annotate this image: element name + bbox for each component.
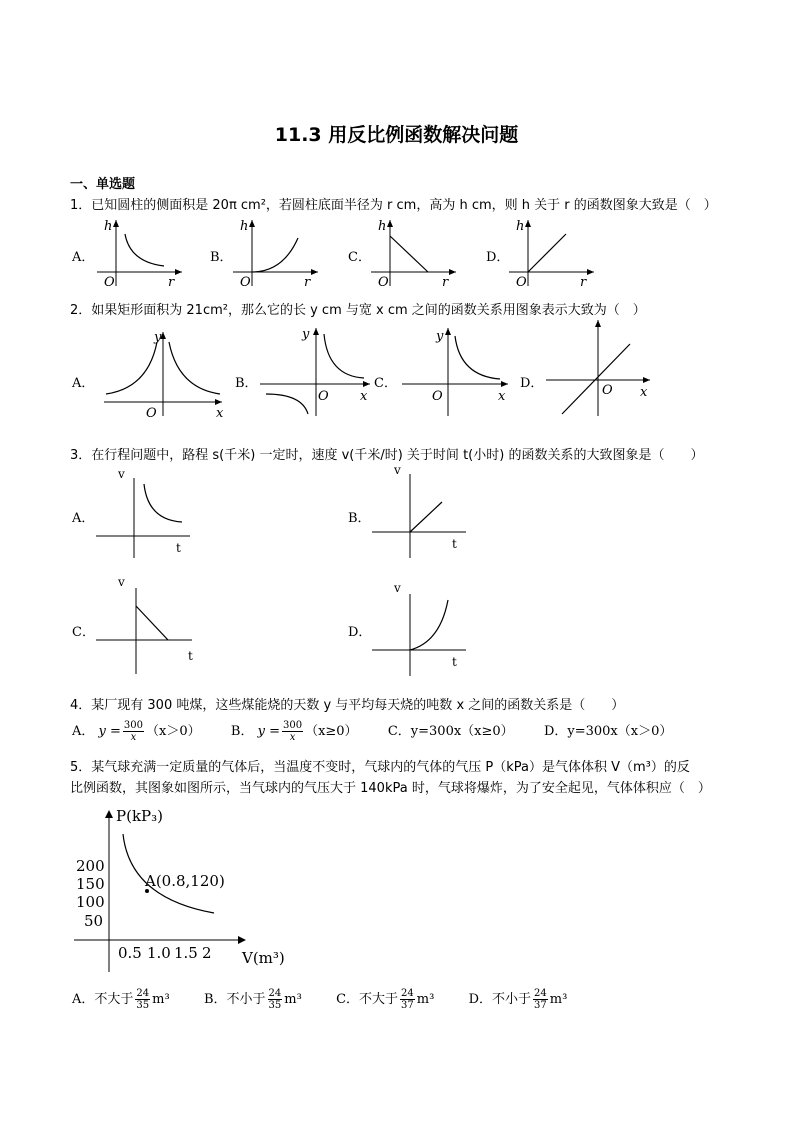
origin-label: O (104, 275, 115, 290)
xtick-1.0: 1.0 (147, 944, 171, 962)
q2-option-c-graph[interactable] (398, 322, 513, 418)
q4-option-c[interactable]: C．y=300x（x≥0） (387, 724, 514, 739)
q1-option-b-label: B． (210, 250, 233, 265)
v-axis-label: V(m³) (242, 949, 285, 967)
q1-option-b-graph[interactable] (228, 214, 323, 290)
q2-option-a-label: A． (72, 376, 95, 391)
q3-option-c-graph[interactable] (94, 572, 204, 678)
x-arrow (175, 269, 182, 275)
svg-text:x: x (640, 385, 648, 400)
question-3-stem: 3．在行程问题中，路程 s(千米) 一定时，速度 v(千米/时) 关于时间 t(小时) 的函数关系的大致图象是（ ） (70, 448, 704, 463)
curve-left (106, 342, 157, 394)
q2-option-a-graph[interactable] (98, 322, 228, 418)
q5-option-b[interactable]: B．不小于 $\frac{24}{35}$ m³ (203, 988, 302, 1011)
svg-text:O: O (516, 275, 527, 290)
line (528, 234, 566, 272)
section-heading: 一、单选题 (70, 177, 136, 192)
q1-option-c-graph[interactable] (366, 214, 461, 290)
question-2-stem: 2．如果矩形面积为 21cm²，那么它的长 y cm 与宽 x cm 之间的函数关系用图象表示大致为（ ） (70, 303, 646, 318)
q1-option-c-label: C． (348, 250, 371, 265)
curve (252, 238, 298, 272)
q3-option-b-label: B． (348, 511, 371, 526)
svg-text:O: O (146, 406, 157, 418)
svg-text:v: v (394, 463, 401, 477)
q1-option-a-label: A． (72, 250, 95, 265)
q3-option-b-graph[interactable] (370, 460, 470, 560)
q1-option-a-graph[interactable] (92, 214, 187, 290)
svg-text:r: r (580, 275, 587, 290)
svg-text:t: t (452, 655, 457, 669)
q2-option-d-graph[interactable] (542, 314, 657, 418)
q3-option-a-graph[interactable] (94, 460, 194, 560)
question-5-stem-line2: 比例函数，其图象如图所示，当气球内的气压大于 140kPa 时，气球将爆炸，为了安全起见，气体体积应（ ） (70, 781, 711, 796)
svg-text:r: r (304, 275, 311, 290)
point-a-label: A(0.8,120) (145, 872, 225, 890)
q3-option-a-label: A． (72, 511, 95, 526)
q4-option-a[interactable]: A． y = $\frac{300}{x}$ （x＞0） (72, 720, 201, 743)
svg-text:O: O (318, 389, 329, 404)
curve (125, 234, 164, 266)
q5-option-a[interactable]: A．不大于 $\frac{24}{35}$ m³ (72, 988, 170, 1011)
curve-right (169, 342, 220, 394)
svg-text:t: t (176, 541, 181, 555)
q4-option-b[interactable]: B． y = $\frac{300}{x}$ （x≥0） (230, 720, 358, 743)
ytick-150: 150 (76, 875, 105, 893)
y-label: h (104, 219, 113, 234)
x-label: r (168, 275, 175, 290)
q3-option-d-graph[interactable] (370, 572, 470, 678)
line (390, 236, 428, 272)
svg-text:y: y (436, 329, 444, 344)
q4-options-row (72, 720, 672, 743)
page-title: 11.3 用反比例函数解决问题 (274, 124, 519, 146)
question-1-stem: 1．已知圆柱的侧面积是 20π cm²，若圆柱底面半径为 r cm，高为 h cm，则 h 关于 r 的函数图象大致是（ ） (70, 198, 717, 213)
svg-text:t: t (188, 649, 193, 663)
q5-option-d[interactable]: D．不小于 $\frac{24}{37}$ m³ (468, 988, 568, 1011)
q3-option-d-label: D． (348, 625, 372, 640)
svg-text:y: y (154, 330, 162, 345)
xtick-2: 2 (202, 944, 212, 962)
ytick-50: 50 (84, 912, 104, 930)
svg-text:O: O (432, 389, 443, 404)
svg-text:O: O (602, 383, 613, 398)
question-5-stem-line1: 5．某气球充满一定质量的气体后，当温度不变时，气球内的气体的气压 P（kPa）是气体体积 V（m³）的反 (70, 760, 690, 775)
xtick-0.5: 0.5 (118, 944, 142, 962)
xtick-1.5: 1.5 (174, 944, 198, 962)
svg-text:h: h (378, 219, 387, 234)
y-arrow (113, 220, 119, 227)
svg-text:h: h (516, 219, 525, 234)
ytick-100: 100 (76, 893, 105, 911)
svg-text:y: y (302, 327, 310, 342)
svg-text:h: h (240, 219, 249, 234)
q2-option-d-label: D． (520, 376, 544, 391)
svg-text:t: t (452, 537, 457, 551)
q3-option-c-label: C． (72, 625, 95, 640)
q5-option-c[interactable]: C．不大于 $\frac{24}{37}$ m³ (336, 988, 435, 1011)
q5-graph (66, 800, 296, 980)
q2-option-b-label: B． (235, 376, 258, 391)
q1-option-d-label: D． (486, 250, 510, 265)
svg-text:O: O (240, 275, 251, 290)
question-4-stem: 4．某厂现有 300 吨煤，这些煤能烧的天数 y 与平均每天烧的吨数 x 之间的函数关系是（ ） (70, 698, 625, 713)
p-axis-label: P(kP₃) (116, 807, 163, 825)
svg-text:x: x (360, 389, 368, 404)
svg-text:v: v (118, 575, 125, 589)
ytick-200: 200 (76, 857, 105, 875)
svg-text:x: x (216, 406, 224, 418)
q5-options-row (72, 988, 567, 1011)
svg-text:v: v (394, 581, 401, 595)
q2-option-b-graph[interactable] (256, 322, 376, 418)
svg-text:v: v (118, 467, 125, 481)
q2-option-c-label: C． (374, 376, 397, 391)
svg-text:r: r (442, 275, 449, 290)
q4-option-d[interactable]: D．y=300x（x＞0） (543, 724, 673, 739)
svg-text:O: O (378, 275, 389, 290)
svg-text:x: x (498, 389, 506, 404)
q1-option-d-graph[interactable] (504, 214, 599, 290)
